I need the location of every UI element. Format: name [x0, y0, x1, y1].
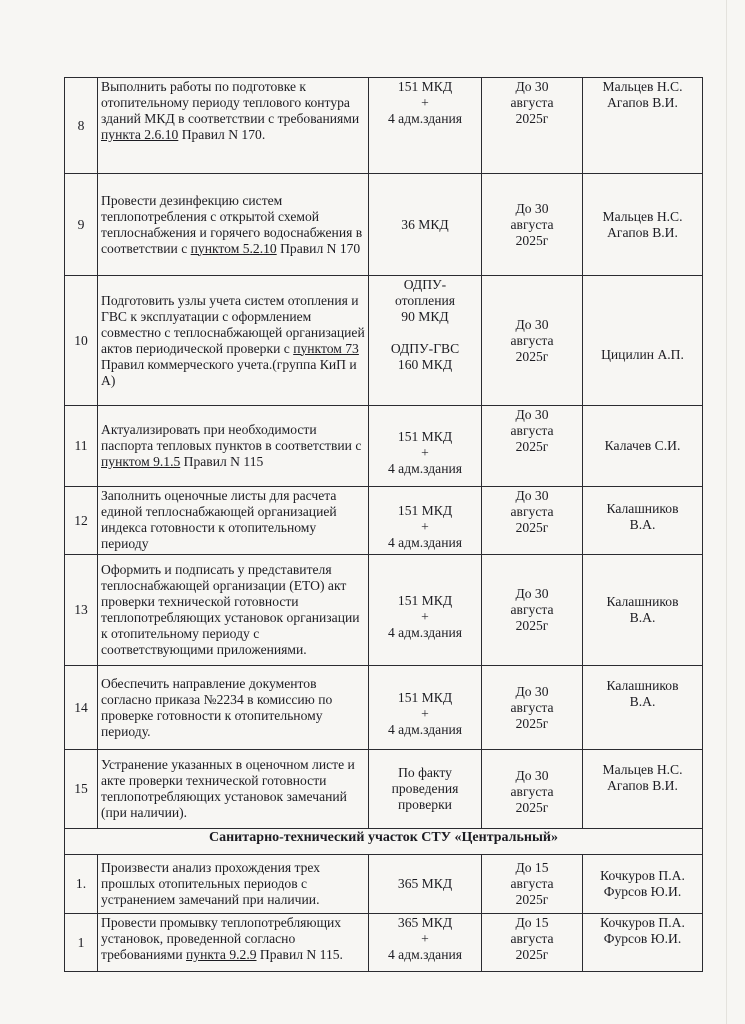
deadline-line: августа	[510, 876, 554, 891]
quantity-cell	[369, 406, 482, 487]
responsible-line: Калашников	[606, 501, 679, 516]
task-text: Произвести анализ прохождения трех прошлых отопительных периодов с устранением замечаний при наличии.	[101, 860, 321, 907]
responsible-line: Кочкуров П.А.	[600, 868, 685, 883]
responsible-line: Кочкуров П.А.	[600, 915, 685, 930]
deadline-line: 2025г	[515, 799, 549, 815]
responsible-line: Калашников	[606, 678, 679, 693]
responsible-cell	[583, 555, 703, 666]
responsible-line: В.А.	[629, 694, 656, 709]
task-cell	[98, 750, 369, 829]
quantity-line: 151 МКД	[397, 428, 453, 444]
deadline-line: До 30	[515, 316, 549, 332]
quantity-line: 4 адм.здания	[387, 947, 463, 962]
table-row	[65, 750, 703, 829]
deadline-cell	[482, 666, 583, 750]
task-cell	[98, 276, 369, 406]
row-number: 1	[65, 914, 98, 972]
deadline-line: 2025г	[515, 947, 549, 962]
table-row	[65, 855, 703, 914]
work-plan-body	[65, 78, 703, 972]
deadline-line: 2025г	[515, 232, 549, 248]
task-cell	[98, 855, 369, 914]
responsible-cell	[583, 276, 703, 406]
quantity-cell	[369, 555, 482, 666]
deadline-line: августа	[510, 216, 554, 232]
quantity-line: +	[421, 95, 429, 110]
quantity-line: проверки	[398, 797, 452, 812]
deadline-cell	[482, 406, 583, 487]
table-row	[65, 666, 703, 750]
quantity-cell	[369, 487, 482, 555]
task-cell	[98, 914, 369, 972]
responsible-line: Цицилин А.П.	[601, 347, 684, 362]
task-cell	[98, 174, 369, 276]
quantity-cell	[369, 750, 482, 829]
quantity-line: 4 адм.здания	[387, 460, 463, 476]
task-cell	[98, 555, 369, 666]
deadline-line: 2025г	[515, 892, 549, 907]
responsible-line: Фурсов Ю.И.	[603, 884, 682, 899]
responsible-line: Агапов В.И.	[607, 95, 678, 110]
quantity-line: 151 МКД	[397, 79, 453, 94]
task-text-tail: Правил N 115	[180, 454, 264, 469]
page-edge	[726, 0, 727, 1024]
deadline-line: 2025г	[515, 439, 549, 454]
table-row	[65, 174, 703, 276]
task-text: Выполнить работы по подготовке к отопительному периоду теплового контура зданий МКД в соответствии с требованиями	[101, 79, 360, 126]
task-text-tail: Правил N 115.	[256, 947, 343, 962]
quantity-line: 365 МКД	[397, 876, 453, 891]
deadline-line: 2025г	[515, 715, 549, 731]
deadline-line: До 30	[515, 79, 549, 94]
responsible-cell	[583, 855, 703, 914]
rule-reference-link: пункта 9.2.9	[186, 947, 257, 962]
row-number: 15	[65, 750, 98, 829]
work-plan-table	[64, 77, 703, 972]
deadline-cell	[482, 555, 583, 666]
deadline-cell	[482, 174, 583, 276]
task-cell	[98, 666, 369, 750]
row-number: 9	[65, 174, 98, 276]
deadline-line: августа	[510, 699, 554, 715]
task-text-tail: Правил N 170.	[178, 127, 266, 142]
quantity-line: 4 адм.здания	[387, 111, 463, 126]
quantity-line: отопления	[394, 293, 456, 308]
task-cell	[98, 487, 369, 555]
deadline-line: 2025г	[515, 111, 549, 126]
quantity-line: +	[421, 706, 429, 721]
rule-reference-link: пунктом 5.2.10	[190, 240, 277, 256]
quantity-line: 151 МКД	[397, 592, 453, 608]
responsible-cell	[583, 487, 703, 555]
quantity-line: +	[421, 519, 429, 534]
deadline-line: августа	[510, 95, 554, 110]
responsible-line: В.А.	[629, 610, 656, 625]
responsible-cell	[583, 666, 703, 750]
quantity-line: +	[421, 931, 429, 946]
quantity-line: 4 адм.здания	[387, 535, 463, 550]
section-title: Санитарно-технический участок СТУ «Центральный»	[65, 829, 703, 855]
table-row	[65, 406, 703, 487]
quantity-line: 90 МКД	[401, 309, 449, 324]
quantity-line: +	[421, 608, 429, 624]
quantity-line: 151 МКД	[397, 690, 453, 705]
row-number: 12	[65, 487, 98, 555]
deadline-cell	[482, 78, 583, 174]
quantity-line: ОДПУ-ГВС	[390, 341, 460, 356]
row-number: 10	[65, 276, 98, 406]
task-text: Обеспечить направление документов согласно приказа №2234 в комиссию по проверке готовности к отопительному периоду.	[101, 675, 333, 739]
responsible-line: Фурсов Ю.И.	[603, 931, 682, 946]
section-header-row	[65, 829, 703, 855]
quantity-cell	[369, 666, 482, 750]
task-text: Устранение указанных в оценочном листе и акте проверки технической готовности теплопотребляющих установок замечаний (при наличии).	[101, 757, 355, 820]
deadline-line: августа	[510, 423, 554, 438]
responsible-cell	[583, 406, 703, 487]
deadline-line: До 15	[515, 860, 549, 875]
responsible-line: Мальцев Н.С.	[602, 79, 683, 94]
quantity-cell	[369, 276, 482, 406]
responsible-line: Мальцев Н.С.	[602, 208, 683, 224]
deadline-line: До 30	[515, 200, 549, 216]
responsible-cell	[583, 750, 703, 829]
task-cell	[98, 406, 369, 487]
responsible-line: В.А.	[629, 517, 656, 532]
task-text: Заполнить оценочные листы для расчета единой теплоснабжающей организацией индекса готовности к отопительному периоду	[101, 488, 337, 551]
quantity-cell	[369, 855, 482, 914]
deadline-cell	[482, 914, 583, 972]
quantity-cell	[369, 78, 482, 174]
deadline-line: До 30	[515, 683, 549, 699]
deadline-line: До 30	[515, 586, 549, 601]
row-number: 11	[65, 406, 98, 487]
table-row	[65, 276, 703, 406]
table-row	[65, 555, 703, 666]
quantity-line: 151 МКД	[397, 503, 453, 518]
responsible-cell	[583, 914, 703, 972]
deadline-line: 2025г	[515, 520, 549, 535]
quantity-cell	[369, 174, 482, 276]
deadline-cell	[482, 276, 583, 406]
row-number: 14	[65, 666, 98, 750]
deadline-line: августа	[510, 602, 554, 617]
deadline-line: До 30	[515, 407, 549, 422]
responsible-line: Калашников	[606, 594, 679, 609]
rule-reference-link: пунктом 9.1.5	[101, 454, 181, 469]
responsible-line: Агапов В.И.	[607, 224, 678, 240]
responsible-cell	[583, 78, 703, 174]
task-text: Оформить и подписать у представителя теплоснабжающей организации (ЕТО) акт проверки технической готовности теплопотребляющих установок организации к отопительному периоду с соответствующими приложениями.	[101, 562, 360, 657]
deadline-line: До 15	[515, 915, 549, 930]
quantity-line: проведения	[391, 781, 459, 796]
row-number: 1.	[65, 855, 98, 914]
task-text-tail: Правил коммерческого учета.(группа КиП и А)	[101, 356, 357, 388]
row-number: 13	[65, 555, 98, 666]
responsible-line: Калачев С.И.	[604, 438, 681, 453]
quantity-line: 160 МКД	[397, 357, 453, 372]
deadline-cell	[482, 487, 583, 555]
deadline-cell	[482, 750, 583, 829]
task-text: Актуализировать при необходимости паспорта тепловых пунктов в соответствии с	[101, 422, 362, 453]
quantity-cell	[369, 914, 482, 972]
task-text-tail: Правил N 170	[276, 240, 361, 256]
deadline-line: августа	[510, 332, 554, 348]
responsible-line: Агапов В.И.	[607, 778, 678, 793]
task-text: Провести промывку теплопотребляющих установок, проведенной согласно требованиями	[101, 915, 342, 962]
quantity-line: +	[421, 444, 429, 460]
quantity-line: По факту	[398, 765, 452, 780]
table-row	[65, 487, 703, 555]
deadline-line: До 30	[515, 767, 549, 783]
task-text: Провести дезинфекцию систем теплопотребления с открытой схемой теплоснабжения и горячего водоснабжения в соответствии с	[101, 192, 363, 256]
deadline-line: До 30	[515, 488, 549, 503]
quantity-line: 36 МКД	[401, 216, 449, 232]
row-number: 8	[65, 78, 98, 174]
rule-reference-link: пункта 2.6.10	[101, 127, 179, 142]
quantity-line: 4 адм.здания	[387, 722, 463, 737]
table-row	[65, 914, 703, 972]
deadline-line: августа	[510, 931, 554, 946]
task-text: Подготовить узлы учета систем отопления и ГВС к эксплуатации с оформлением совместно с теплоснабжающей организацией актов периодической проверки с	[101, 292, 365, 356]
responsible-cell	[583, 174, 703, 276]
quantity-line: 365 МКД	[397, 915, 453, 930]
quantity-spacer	[372, 325, 478, 341]
deadline-cell	[482, 855, 583, 914]
responsible-line: Мальцев Н.С.	[602, 762, 683, 777]
deadline-line: 2025г	[515, 348, 549, 364]
deadline-line: августа	[510, 783, 554, 799]
rule-reference-link: пунктом 73	[293, 340, 359, 356]
quantity-line: 4 адм.здания	[387, 624, 463, 640]
task-cell	[98, 78, 369, 174]
table-row	[65, 78, 703, 174]
deadline-line: 2025г	[515, 618, 549, 633]
quantity-line: ОДПУ-	[403, 277, 447, 292]
deadline-line: августа	[510, 504, 554, 519]
